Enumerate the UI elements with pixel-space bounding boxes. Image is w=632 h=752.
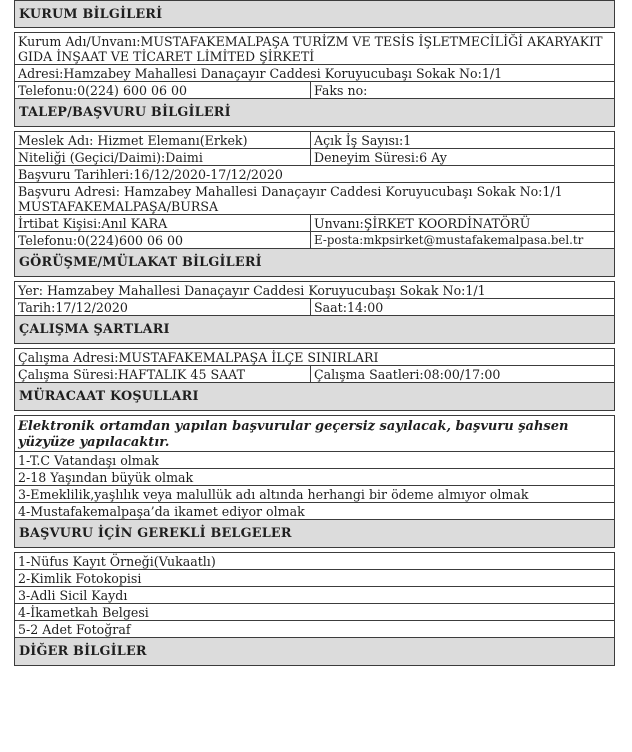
kurum-telefon: Telefonu:0(224) 600 06 00: [15, 82, 311, 99]
kurum-adi: Kurum Adı/Unvanı:MUSTAFAKEMALPAŞA TURİZM VE TESİS İŞLETMECİLİĞİ AKARYAKIT GIDA İNŞAAT VE TİCARET LİMİTED ŞİRKETİ: [15, 33, 615, 65]
niteligi: Niteliği (Geçici/Daimi):Daimi: [15, 149, 311, 166]
belge-item: 5-2 Adet Fotoğraf: [15, 621, 615, 638]
talep-telefon: Telefonu:0(224)600 06 00: [15, 232, 311, 249]
section-header-belgeler: BAŞVURU İÇİN GEREKLİ BELGELER: [15, 520, 615, 548]
section-header-calisma: ÇALIŞMA ŞARTLARI: [15, 316, 615, 344]
belge-item: 4-İkametkah Belgesi: [15, 604, 615, 621]
muracaat-item: 3-Emeklilik,yaşlılık veya malullük adı altında herhangi bir ödeme almıyor olmak: [15, 486, 615, 503]
basvuru-adresi: Başvuru Adresi: Hamzabey Mahallesi Danaçayır Caddesi Koruyucubaşı Sokak No:1/1 MUSTAFAKEMALPAŞA/BURSA: [15, 183, 615, 215]
belge-item: 3-Adli Sicil Kaydı: [15, 587, 615, 604]
deneyim-suresi: Deneyim Süresi:6 Ay: [311, 149, 615, 166]
muracaat-item: 1-T.C Vatandaşı olmak: [15, 452, 615, 469]
basvuru-tarihleri: Başvuru Tarihleri:16/12/2020-17/12/2020: [15, 166, 615, 183]
eposta: E-posta:mkpsirket@mustafakemalpasa.bel.tr: [311, 232, 615, 249]
section-header-talep: TALEP/BAŞVURU BİLGİLERİ: [15, 99, 615, 127]
meslek-adi: Meslek Adı: Hizmet Elemanı(Erkek): [15, 132, 311, 149]
section-header-diger: DİĞER BİLGİLER: [15, 638, 615, 666]
calisma-adresi: Çalışma Adresi:MUSTAFAKEMALPAŞA İLÇE SINIRLARI: [15, 349, 615, 366]
kurum-adres: Adresi:Hamzabey Mahallesi Danaçayır Caddesi Koruyucubaşı Sokak No:1/1: [15, 65, 615, 82]
gorusme-saat: Saat:14:00: [311, 299, 615, 316]
muracaat-item: 4-Mustafakemalpaşa’da ikamet ediyor olmak: [15, 503, 615, 520]
muracaat-note: Elektronik ortamdan yapılan başvurular geçersiz sayılacak, başvuru şahsen yüzyüze yapılacaktır.: [15, 416, 615, 452]
gorusme-yer: Yer: Hamzabey Mahallesi Danaçayır Caddesi Koruyucubaşı Sokak No:1/1: [15, 282, 615, 299]
belge-item: 2-Kimlik Fotokopisi: [15, 570, 615, 587]
calisma-suresi: Çalışma Süresi:HAFTALIK 45 SAAT: [15, 366, 311, 383]
kurum-faks: Faks no:: [311, 82, 615, 99]
gorusme-tarih: Tarih:17/12/2020: [15, 299, 311, 316]
acik-is-sayisi: Açık İş Sayısı:1: [311, 132, 615, 149]
section-header-gorusme: GÖRÜŞME/MÜLAKAT BİLGİLERİ: [15, 249, 615, 277]
section-header-kurum: KURUM BİLGİLERİ: [15, 1, 615, 28]
irtibat-kisisi: İrtibat Kişisi:Anıl KARA: [15, 215, 311, 232]
job-posting-form: [14, 0, 614, 666]
unvan: Unvanı:ŞİRKET KOORDİNATÖRÜ: [311, 215, 615, 232]
muracaat-item: 2-18 Yaşından büyük olmak: [15, 469, 615, 486]
form-table: [14, 0, 615, 666]
calisma-saatleri: Çalışma Saatleri:08:00/17:00: [311, 366, 615, 383]
section-header-muracaat: MÜRACAAT KOŞULLARI: [15, 383, 615, 411]
belge-item: 1-Nüfus Kayıt Örneği(Vukaatlı): [15, 553, 615, 570]
